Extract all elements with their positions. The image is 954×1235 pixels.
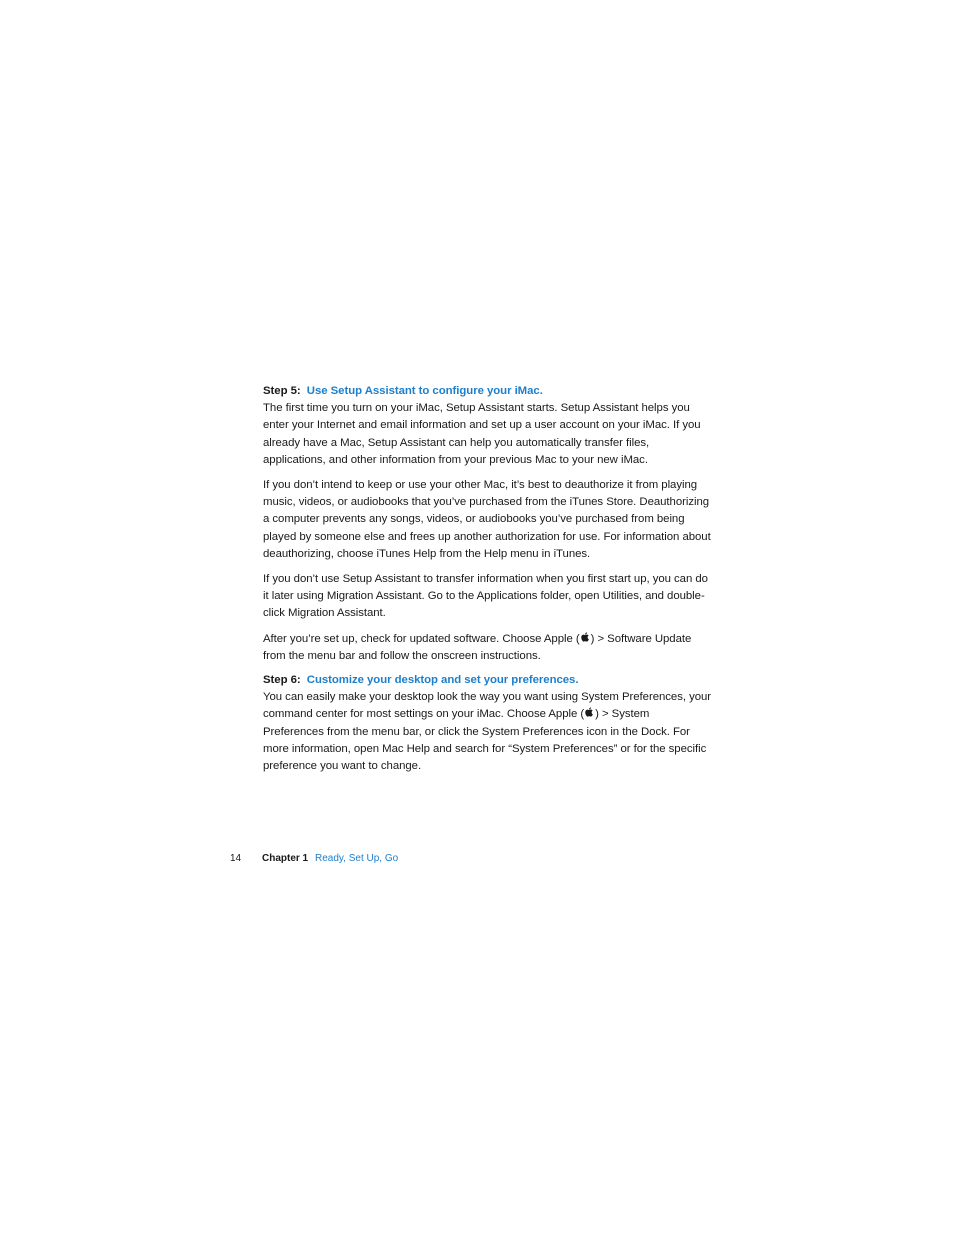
apple-icon xyxy=(584,706,595,718)
step-6-title: Customize your desktop and set your preferences. xyxy=(306,674,579,687)
step-5-label: Step 5: xyxy=(263,385,301,397)
step-5-paragraph-4-end: ) > Software Update from the menu bar and follow the onscreen instructions. xyxy=(263,632,692,662)
chapter-title: Ready, Set Up, Go xyxy=(315,853,399,864)
step-6-label: Step 6: xyxy=(263,674,301,687)
step-5-heading xyxy=(263,383,713,400)
step-6-paragraph-1-end: ) > System Preferences from the menu bar, or click the System Preferences icon in the Dock. For more information, open Mac Help and search for “System Preferences” or for the specific preference you want to change. xyxy=(263,708,707,773)
step-5-title: Use Setup Assistant to configure your iMac. xyxy=(306,385,543,397)
step-5-paragraph-2: If you don’t intend to keep or use your other Mac, it’s best to deauthorize it from playing music, videos, or audiobooks that you’ve purchased from the iTunes Store. Deauthorizing a computer prevents any songs, videos, or audiobooks you’ve purchased from being played by someone else and frees up another authorization for use. For information about deauthorizing, choose iTunes Help from the Help menu in iTunes. xyxy=(263,479,711,560)
step-6-paragraph-1-start: You can easily make your desktop look the way you want using System Preferences, your command center for most settings on your iMac. Choose Apple ( xyxy=(263,691,712,721)
step-5-paragraph-4-start: After you’re set up, check for updated software. Choose Apple ( xyxy=(263,632,580,645)
step-5-paragraph-4 xyxy=(263,631,713,665)
apple-icon xyxy=(580,631,591,643)
page-number: 14 xyxy=(230,853,242,864)
step-5-paragraph-1: The first time you turn on your iMac, Setup Assistant starts. Setup Assistant helps you enter your Internet and email information and set up a user account on your iMac. If you already have a Mac, Setup Assistant can help you automatically transfer files, applications, and other information from your previous Mac to your new iMac. xyxy=(263,402,701,466)
chapter-label: Chapter 1 xyxy=(262,853,309,864)
step-6-paragraph-1 xyxy=(263,689,713,775)
page-content xyxy=(263,383,713,775)
step-6-heading xyxy=(263,672,713,689)
step-5-paragraph-3: If you don’t use Setup Assistant to transfer information when you first start up, you can do it later using Migration Assistant. Go to the Applications folder, open Utilities, and double-click Migration Assistant. xyxy=(263,573,708,620)
